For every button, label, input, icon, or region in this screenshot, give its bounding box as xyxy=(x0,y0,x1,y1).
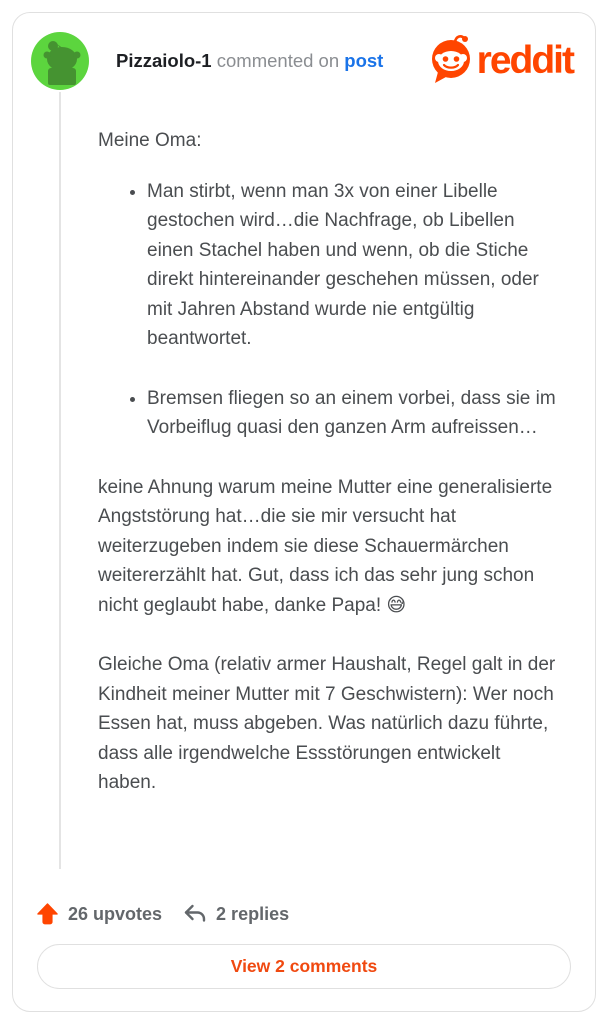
action-text: commented on xyxy=(216,50,340,71)
comment-intro: Meine Oma: xyxy=(98,130,202,151)
thread-line xyxy=(59,92,61,869)
upvote-arrow-icon[interactable] xyxy=(36,902,59,926)
footer-stats xyxy=(36,902,289,926)
comment-body xyxy=(98,126,559,798)
view-comments-button[interactable]: View 2 comments xyxy=(37,944,571,989)
username: Pizzaiolo-1 xyxy=(116,50,212,71)
comment-paragraph: keine Ahnung warum meine Mutter eine generalisierte Angststörung hat…die sie mir versucht hat weiterzugeben indem sie diese Schauermärchen weitererzählt hat. Gut, dass ich das sehr jung schon nicht geglaubt habe, danke Papa! 😅 xyxy=(98,476,553,616)
comment-bullet-item: • Bremsen fliegen so an einem vorbei, dass sie im Vorbeiflug quasi den ganzen Arm aufreissen… xyxy=(147,384,559,443)
header-byline xyxy=(116,50,383,72)
post-link[interactable]: post xyxy=(344,50,384,71)
comment-bullet-item: • Man stirbt, wenn man 3x von einer Libelle gestochen wird…die Nachfrage, ob Libellen einen Stachel haben und wenn, ob die Stiche direkt hintereinander geschehen müssen, oder mit Jahren Abstand wurde nie entgültig beantwortet. xyxy=(147,177,559,354)
reddit-logo[interactable] xyxy=(428,34,573,89)
user-avatar[interactable] xyxy=(31,32,89,90)
reddit-wordmark: reddit xyxy=(476,39,573,82)
comment-card xyxy=(12,12,596,1012)
reddit-snoo-icon xyxy=(428,34,474,89)
reply-arrow-icon xyxy=(183,903,207,925)
comment-paragraph: Gleiche Oma (relativ armer Haushalt, Regel galt in der Kindheit meiner Mutter mit 7 Geschwistern): Wer noch Essen hat, muss abgeben. Was natürlich dazu führte, dass alle irgendwelche Essstörungen entwickelt haben. xyxy=(98,654,556,793)
upvotes-count: 26 upvotes xyxy=(68,903,163,924)
comment-header xyxy=(13,13,595,90)
comment-bullet-list xyxy=(98,177,559,443)
replies-count: 2 replies xyxy=(216,903,290,924)
